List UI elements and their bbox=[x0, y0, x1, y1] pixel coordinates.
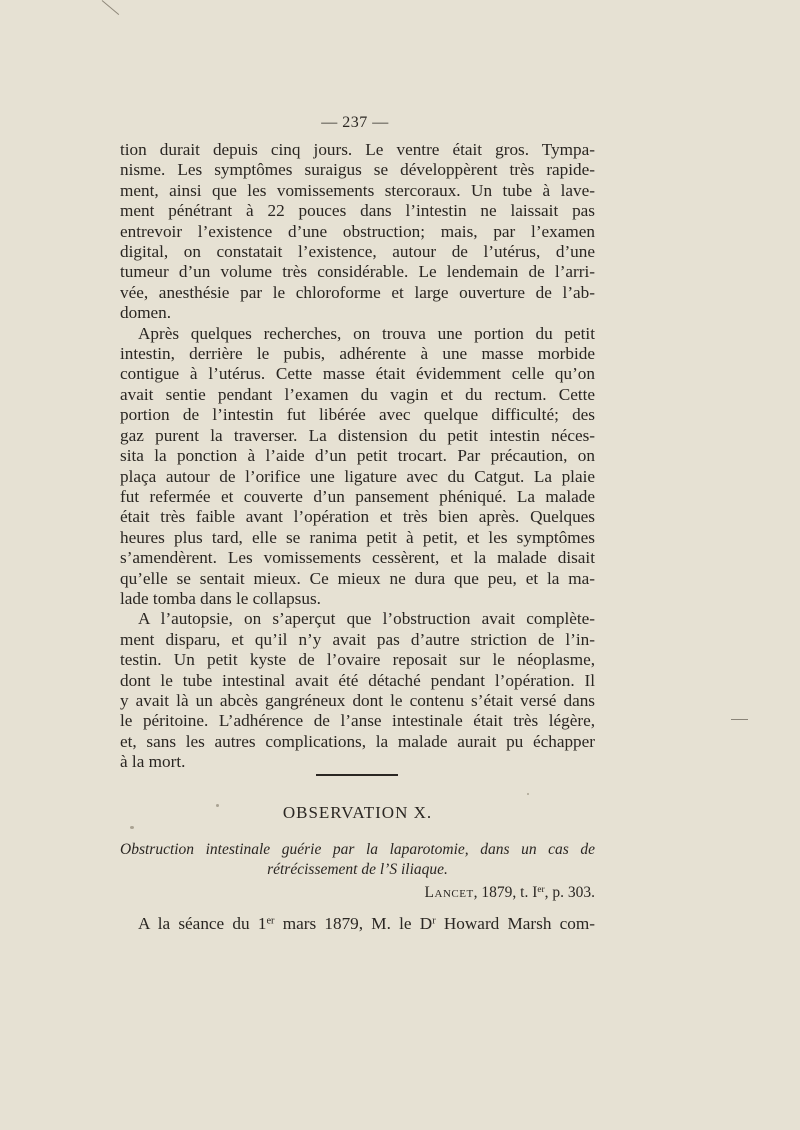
text-line: s’amendèrent. Les vomissements cessèrent, et la malade disait bbox=[120, 548, 595, 568]
observation-subtitle bbox=[120, 840, 595, 880]
final-line-part: Howard Marsh com- bbox=[435, 914, 595, 933]
text-line: lade tomba dans le collapsus. bbox=[120, 588, 321, 608]
section-divider bbox=[316, 774, 398, 776]
final-text-line bbox=[138, 914, 595, 934]
paper-speck bbox=[527, 793, 529, 795]
citation-superscript: er bbox=[537, 884, 545, 895]
superscript: r bbox=[432, 915, 436, 927]
text-line: tion durait depuis cinq jours. Le ventre était gros. Tympa- bbox=[120, 140, 595, 159]
margin-mark bbox=[731, 719, 748, 720]
text-line: ment pénétrant à 22 pouces dans l’intestin ne laissait pas bbox=[120, 201, 595, 221]
paper-speck bbox=[130, 826, 134, 829]
text-line: testin. Un petit kyste de l’ovaire reposait sur le néoplasme, bbox=[120, 650, 595, 670]
text-line: vée, anesthésie par le chloroforme et large ouverture de l’ab- bbox=[120, 282, 595, 302]
text-line: à la mort. bbox=[120, 752, 186, 772]
scan-mark bbox=[102, 0, 119, 15]
text-line: nisme. Les symptômes suraigus se développèrent très rapide- bbox=[120, 160, 595, 180]
superscript: er bbox=[266, 915, 275, 927]
text-line: avait sentie pendant l’examen du vagin et du rectum. Cette bbox=[120, 384, 595, 404]
journal-name: Lancet bbox=[424, 884, 474, 901]
text-line: et, sans les autres complications, la malade aurait pu échapper bbox=[120, 731, 595, 751]
text-line: ment disparu, et qu’il n’y avait pas d’autre striction de l’in- bbox=[120, 629, 595, 649]
final-line-part: A la séance du 1 bbox=[138, 914, 267, 933]
text-line: heures plus tard, elle se ranima petit à petit, et les symptômes bbox=[120, 527, 595, 547]
text-line: plaça autour de l’orifice une ligature avec du Catgut. La plaie bbox=[120, 466, 595, 486]
text-line: était très faible avant l’opération et très bien après. Quelques bbox=[120, 507, 595, 527]
text-line: tumeur d’un volume très considérable. Le lendemain de l’arri- bbox=[120, 262, 595, 282]
subtitle-line: Obstruction intestinale guérie par la laparotomie, dans un cas de bbox=[120, 841, 595, 858]
text-line: ment, ainsi que les vomissements stercoraux. Un tube à lave- bbox=[120, 180, 595, 200]
citation-details: , 1879, t. I bbox=[473, 884, 538, 901]
text-line: A l’autopsie, on s’aperçut que l’obstruction avait complète- bbox=[138, 609, 595, 629]
text-line: fut refermée et couverte d’un pansement phéniqué. La malade bbox=[120, 486, 595, 506]
text-line: le péritoine. L’adhérence de l’anse intestinale était très légère, bbox=[120, 711, 595, 731]
text-line: Après quelques recherches, on trouva une portion du petit bbox=[138, 323, 595, 343]
final-line-part: mars 1879, M. le D bbox=[274, 914, 433, 933]
page-number: — 237 — bbox=[321, 114, 389, 131]
paper-speck bbox=[216, 804, 219, 807]
text-line: portion de l’intestin fut libérée avec quelque difficulté; des bbox=[120, 405, 595, 425]
text-line: qu’elle se sentait mieux. Ce mieux ne dura que peu, et la ma- bbox=[120, 568, 595, 588]
citation-details-end: , p. 303. bbox=[544, 884, 595, 901]
text-line: contigue à l’utérus. Cette masse était évidemment celle qu’on bbox=[120, 364, 595, 384]
body-text bbox=[120, 140, 595, 773]
text-line: gaz purent la traverser. La distension du petit intestin néces- bbox=[120, 425, 595, 445]
text-line: digital, on constatait l’existence, autour de l’utérus, d’une bbox=[120, 242, 595, 262]
text-line: dont le tube intestinal avait été détaché pendant l’opération. Il bbox=[120, 670, 595, 690]
text-line: sita la ponction à l’aide d’un petit trocart. Par précaution, on bbox=[120, 446, 595, 466]
text-line: domen. bbox=[120, 303, 172, 323]
text-line: entrevoir l’existence d’une obstruction; mais, par l’examen bbox=[120, 221, 595, 241]
subtitle-line: rétrécissement de l’S iliaque. bbox=[267, 861, 448, 878]
observation-title: OBSERVATION X. bbox=[282, 803, 433, 822]
source-citation bbox=[366, 884, 595, 902]
text-line: intestin, derrière le pubis, adhérente à une masse morbide bbox=[120, 344, 595, 364]
text-line: y avait là un abcès gangréneux dont le contenu s’était versé dans bbox=[120, 690, 595, 710]
